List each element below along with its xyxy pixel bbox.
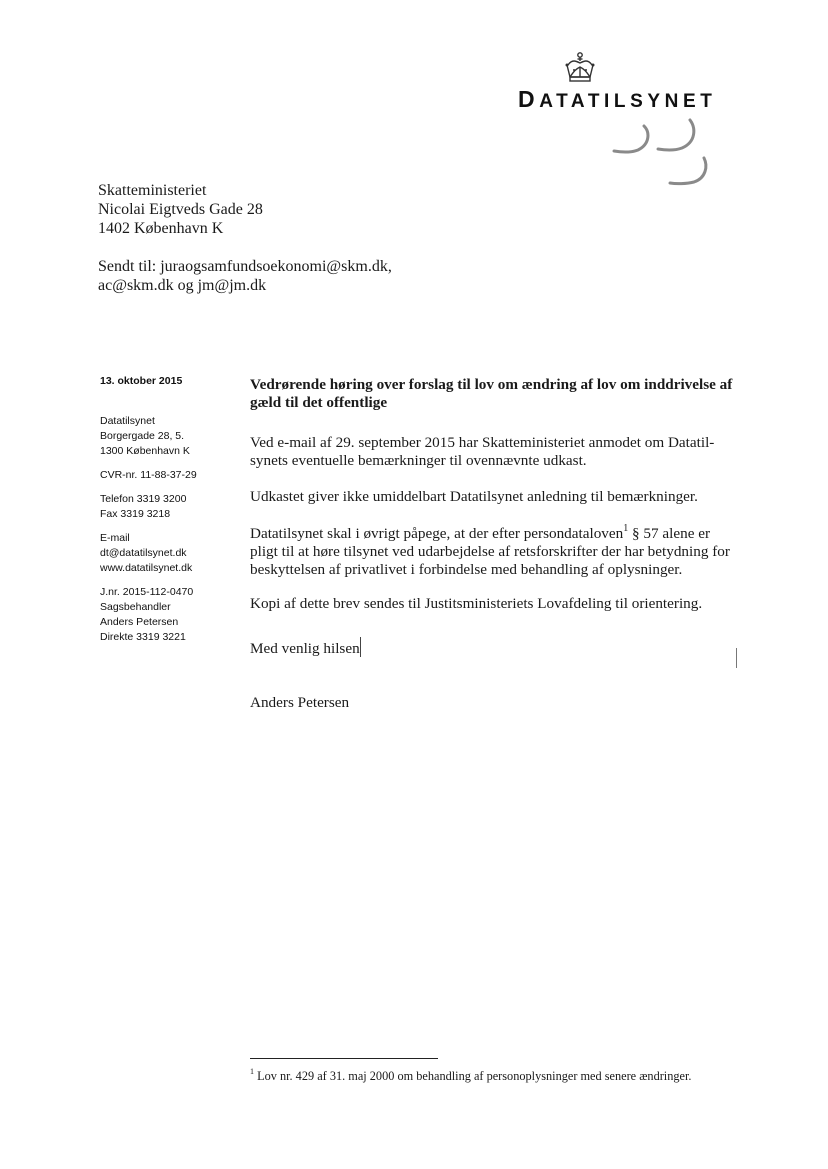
sidebar-line: Borgergade 28, 5. — [100, 430, 185, 442]
sidebar-line: Telefon 3319 3200 — [100, 493, 187, 505]
letter-body — [250, 376, 740, 728]
sender-address — [100, 414, 240, 459]
sidebar-line: dt@datatilsynet.dk — [100, 547, 187, 559]
sent-to-line: Sendt til: juraogsamfundsoekonomi@skm.dk, — [98, 258, 392, 275]
letter-subject: Vedrørende høring over forslag til lov om ændring af lov om inddrivelse af gæld til det offentlige — [250, 376, 733, 411]
sent-to-line: ac@skm.dk og jm@jm.dk — [98, 277, 267, 294]
paragraph-text: § 57 alene er pligt til at høre tilsynet ved udarbejdelse af retsforskrifter der har betydning for beskyttelsen af privatlivet i forbindelse med behandling af oplysninger. — [250, 525, 730, 578]
recipient-line: Nicolai Eigtveds Gade 28 — [98, 201, 263, 218]
paragraph — [250, 525, 740, 579]
brand-wordmark — [518, 86, 716, 113]
recipient-address — [98, 181, 263, 238]
footnote — [250, 1068, 691, 1084]
case-block — [100, 585, 240, 645]
letter-date: 13. oktober 2015 — [100, 375, 183, 387]
sidebar-line: Anders Petersen — [100, 616, 179, 628]
margin-mark — [736, 648, 737, 668]
signature: Anders Petersen — [250, 694, 350, 711]
paragraph: Ved e-mail af 29. september 2015 har Skatteministeriet anmodet om Datatil- synets eventuelle bemærkninger til ovennævnte udkast. — [250, 434, 715, 469]
greeting-text: Med venlig hilsen — [250, 640, 360, 657]
cvr-number: CVR-nr. 11-88-37-29 — [100, 469, 197, 481]
recipient-line: Skatteministeriet — [98, 182, 207, 199]
sidebar-line: Datatilsynet — [100, 415, 155, 427]
sidebar-line: E-mail — [100, 532, 130, 544]
recipient-line: 1402 København K — [98, 220, 224, 237]
sidebar-line: Fax 3319 3218 — [100, 508, 171, 520]
sidebar-line: 1300 København K — [100, 445, 190, 457]
text-cursor — [360, 637, 361, 657]
paragraph: Kopi af dette brev sendes til Justitsministeriets Lovafdeling til orientering. — [250, 595, 703, 612]
sidebar-line: Direkte 3319 3221 — [100, 631, 186, 643]
phone-block — [100, 492, 240, 522]
sidebar-line: J.nr. 2015-112-0470 — [100, 586, 194, 598]
footnote-reference[interactable]: 1 — [623, 523, 629, 534]
handwritten-marks-icon — [610, 114, 720, 194]
crown-logo-icon — [562, 51, 598, 85]
sent-to — [98, 257, 392, 295]
paragraph: Udkastet giver ikke umiddelbart Datatilsynet anledning til bemærkninger. — [250, 488, 698, 505]
greeting — [250, 637, 740, 658]
brand-initial: D — [518, 86, 540, 112]
sender-sidebar — [100, 374, 240, 654]
sidebar-line: Sagsbehandler — [100, 601, 171, 613]
footnote-text: Lov nr. 429 af 31. maj 2000 om behandling af personoplysninger med senere ændringer. — [254, 1069, 692, 1083]
paragraph-text: Datatilsynet skal i øvrigt påpege, at der efter persondataloven — [250, 525, 624, 542]
contact-block — [100, 531, 240, 576]
footnote-rule — [250, 1058, 438, 1059]
brand-rest: ATATILSYNET — [539, 91, 717, 112]
footnote-marker: 1 — [250, 1067, 254, 1076]
sidebar-line: www.datatilsynet.dk — [100, 562, 193, 574]
